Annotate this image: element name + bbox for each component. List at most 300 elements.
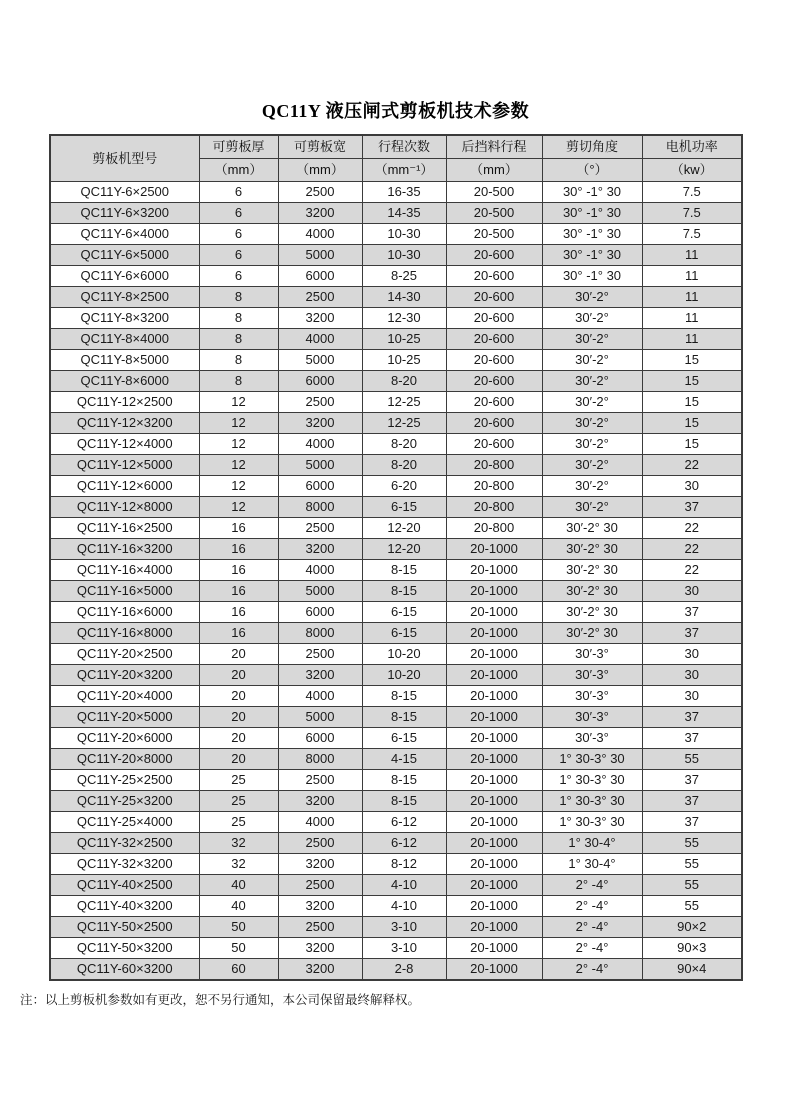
table-cell: 20-1000 [446,791,542,812]
table-cell: 6000 [278,728,362,749]
table-cell: 37 [642,791,742,812]
col-header-strokes: 行程次数 [362,135,446,159]
model-cell: QC11Y-25×2500 [50,770,199,791]
table-cell: 10-25 [362,329,446,350]
col-unit-thickness: （mm） [199,159,278,182]
table-cell: 6 [199,203,278,224]
table-cell: 6-12 [362,812,446,833]
table-cell: 2500 [278,770,362,791]
table-cell: 60 [199,959,278,981]
table-cell: 8 [199,287,278,308]
table-cell: 30 [642,581,742,602]
table-row [50,602,742,623]
table-cell: 15 [642,413,742,434]
table-cell: 12 [199,413,278,434]
table-cell: 20-600 [446,350,542,371]
table-cell: 6000 [278,602,362,623]
table-cell: 12 [199,434,278,455]
table-row [50,455,742,476]
table-cell: 20-800 [446,476,542,497]
table-cell: 15 [642,392,742,413]
table-cell: 30′-2° [542,308,642,329]
table-cell: 37 [642,497,742,518]
table-cell: 30′-2° 30 [542,623,642,644]
table-cell: 37 [642,770,742,791]
table-cell: 3200 [278,896,362,917]
table-row [50,581,742,602]
table-row [50,266,742,287]
table-cell: 30′-3° [542,644,642,665]
table-cell: 2500 [278,182,362,203]
table-cell: 30′-3° [542,707,642,728]
table-cell: 6-12 [362,833,446,854]
model-cell: QC11Y-6×3200 [50,203,199,224]
table-cell: 55 [642,875,742,896]
table-row [50,938,742,959]
table-cell: 2500 [278,833,362,854]
table-cell: 20-800 [446,518,542,539]
model-cell: QC11Y-12×2500 [50,392,199,413]
col-unit-strokes: （mm⁻¹） [362,159,446,182]
model-cell: QC11Y-16×4000 [50,560,199,581]
table-cell: 16 [199,560,278,581]
table-cell: 4000 [278,686,362,707]
table-cell: 12-30 [362,308,446,329]
table-cell: 20-600 [446,371,542,392]
table-row [50,896,742,917]
model-cell: QC11Y-25×4000 [50,812,199,833]
table-cell: 3200 [278,539,362,560]
model-cell: QC11Y-32×2500 [50,833,199,854]
table-cell: 37 [642,707,742,728]
table-row [50,812,742,833]
col-header-backgauge: 后挡料行程 [446,135,542,159]
table-cell: 90×4 [642,959,742,981]
table-cell: 8-12 [362,854,446,875]
table-cell: 4-10 [362,896,446,917]
table-cell: 1° 30-4° [542,854,642,875]
table-cell: 25 [199,812,278,833]
model-cell: QC11Y-20×3200 [50,665,199,686]
table-cell: 7.5 [642,182,742,203]
table-cell: 30′-3° [542,686,642,707]
table-cell: 2500 [278,392,362,413]
table-cell: 30′-2° [542,497,642,518]
table-cell: 55 [642,833,742,854]
table-cell: 2500 [278,875,362,896]
table-row [50,854,742,875]
table-cell: 12 [199,455,278,476]
table-row [50,728,742,749]
table-cell: 6-15 [362,497,446,518]
table-cell: 8-15 [362,770,446,791]
table-cell: 40 [199,875,278,896]
model-cell: QC11Y-40×2500 [50,875,199,896]
table-row [50,287,742,308]
table-cell: 1° 30-3° 30 [542,770,642,791]
table-cell: 2° -4° [542,959,642,981]
table-cell: 2° -4° [542,938,642,959]
table-cell: 8-15 [362,560,446,581]
table-cell: 25 [199,791,278,812]
table-row [50,749,742,770]
table-row [50,644,742,665]
table-cell: 6-15 [362,728,446,749]
table-cell: 30′-2° [542,476,642,497]
table-cell: 3200 [278,413,362,434]
table-cell: 3-10 [362,917,446,938]
table-cell: 8 [199,329,278,350]
table-cell: 2-8 [362,959,446,981]
model-cell: QC11Y-8×2500 [50,287,199,308]
model-cell: QC11Y-8×5000 [50,350,199,371]
model-cell: QC11Y-16×5000 [50,581,199,602]
table-cell: 1° 30-3° 30 [542,812,642,833]
table-cell: 3200 [278,959,362,981]
model-cell: QC11Y-6×6000 [50,266,199,287]
model-cell: QC11Y-20×2500 [50,644,199,665]
table-row [50,833,742,854]
table-cell: 25 [199,770,278,791]
table-cell: 12 [199,392,278,413]
table-cell: 37 [642,602,742,623]
table-cell: 2° -4° [542,917,642,938]
table-cell: 2500 [278,518,362,539]
table-cell: 6-15 [362,623,446,644]
model-cell: QC11Y-20×4000 [50,686,199,707]
table-cell: 20-1000 [446,749,542,770]
table-cell: 22 [642,539,742,560]
table-row [50,392,742,413]
table-row [50,623,742,644]
col-header-thickness: 可剪板厚 [199,135,278,159]
col-header-power: 电机功率 [642,135,742,159]
table-cell: 6-20 [362,476,446,497]
model-cell: QC11Y-16×2500 [50,518,199,539]
table-cell: 5000 [278,245,362,266]
table-cell: 8000 [278,497,362,518]
table-cell: 3200 [278,854,362,875]
table-cell: 4-15 [362,749,446,770]
table-cell: 6000 [278,476,362,497]
table-cell: 55 [642,896,742,917]
model-cell: QC11Y-6×2500 [50,182,199,203]
table-cell: 20-600 [446,287,542,308]
table-cell: 11 [642,287,742,308]
table-cell: 32 [199,833,278,854]
table-cell: 20-1000 [446,728,542,749]
table-cell: 20-800 [446,497,542,518]
table-cell: 12 [199,476,278,497]
table-cell: 20-1000 [446,581,542,602]
table-cell: 30′-2° [542,413,642,434]
table-cell: 11 [642,245,742,266]
table-row [50,539,742,560]
table-cell: 2° -4° [542,896,642,917]
table-cell: 22 [642,560,742,581]
col-header-model: 剪板机型号 [50,135,199,182]
table-cell: 30° -1° 30 [542,182,642,203]
table-cell: 20-1000 [446,644,542,665]
table-cell: 6 [199,245,278,266]
table-cell: 50 [199,917,278,938]
table-cell: 30′-3° [542,665,642,686]
table-cell: 10-25 [362,350,446,371]
model-cell: QC11Y-50×3200 [50,938,199,959]
table-cell: 8 [199,371,278,392]
model-cell: QC11Y-8×4000 [50,329,199,350]
table-cell: 20-1000 [446,875,542,896]
table-cell: 12-25 [362,392,446,413]
table-cell: 20-1000 [446,938,542,959]
table-cell: 55 [642,854,742,875]
table-row [50,224,742,245]
col-header-angle: 剪切角度 [542,135,642,159]
table-cell: 14-35 [362,203,446,224]
model-cell: QC11Y-20×8000 [50,749,199,770]
table-cell: 1° 30-3° 30 [542,749,642,770]
table-cell: 6 [199,266,278,287]
table-row [50,497,742,518]
table-cell: 7.5 [642,203,742,224]
table-cell: 8 [199,350,278,371]
spec-table [49,134,743,981]
table-cell: 20-1000 [446,602,542,623]
table-cell: 4000 [278,434,362,455]
table-cell: 15 [642,434,742,455]
table-cell: 30′-2° [542,434,642,455]
table-row [50,182,742,203]
table-cell: 4000 [278,224,362,245]
col-unit-backgauge: （mm） [446,159,542,182]
table-cell: 30° -1° 30 [542,245,642,266]
footnote: 注：以上剪板机参数如有更改，恕不另行通知，本公司保留最终解释权。 [20,993,421,1007]
table-row [50,434,742,455]
table-cell: 20-500 [446,203,542,224]
col-unit-width: （mm） [278,159,362,182]
table-cell: 20-1000 [446,812,542,833]
model-cell: QC11Y-6×5000 [50,245,199,266]
table-cell: 16 [199,581,278,602]
table-cell: 6 [199,224,278,245]
table-cell: 20 [199,728,278,749]
table-row [50,350,742,371]
table-row [50,245,742,266]
table-cell: 6000 [278,371,362,392]
table-cell: 22 [642,518,742,539]
model-cell: QC11Y-6×4000 [50,224,199,245]
table-cell: 12-25 [362,413,446,434]
table-cell: 30 [642,665,742,686]
table-cell: 3200 [278,203,362,224]
table-cell: 8000 [278,749,362,770]
table-row [50,959,742,981]
table-cell: 30′-2° [542,371,642,392]
model-cell: QC11Y-32×3200 [50,854,199,875]
table-row [50,203,742,224]
table-cell: 20-600 [446,434,542,455]
table-cell: 3200 [278,308,362,329]
table-row [50,770,742,791]
table-cell: 50 [199,938,278,959]
model-cell: QC11Y-12×6000 [50,476,199,497]
table-cell: 20 [199,686,278,707]
table-cell: 30′-2° 30 [542,602,642,623]
model-cell: QC11Y-12×5000 [50,455,199,476]
table-cell: 4000 [278,560,362,581]
table-cell: 30 [642,644,742,665]
table-cell: 20-1000 [446,686,542,707]
model-cell: QC11Y-20×6000 [50,728,199,749]
table-cell: 55 [642,749,742,770]
table-cell: 8-20 [362,434,446,455]
col-header-width: 可剪板宽 [278,135,362,159]
table-cell: 20-1000 [446,539,542,560]
table-cell: 8-15 [362,581,446,602]
model-cell: QC11Y-20×5000 [50,707,199,728]
table-cell: 3200 [278,938,362,959]
table-cell: 20 [199,665,278,686]
table-cell: 4000 [278,812,362,833]
table-cell: 16 [199,623,278,644]
table-cell: 20-600 [446,392,542,413]
table-row [50,518,742,539]
table-cell: 15 [642,371,742,392]
table-cell: 3200 [278,791,362,812]
table-cell: 20-1000 [446,623,542,644]
table-cell: 30′-2° [542,392,642,413]
table-cell: 37 [642,623,742,644]
table-cell: 11 [642,308,742,329]
table-cell: 32 [199,854,278,875]
table-cell: 5000 [278,455,362,476]
table-cell: 30′-3° [542,728,642,749]
table-row [50,686,742,707]
col-unit-power: （kw） [642,159,742,182]
table-cell: 5000 [278,707,362,728]
model-cell: QC11Y-40×3200 [50,896,199,917]
table-cell: 16 [199,602,278,623]
table-cell: 2500 [278,917,362,938]
table-cell: 12-20 [362,518,446,539]
table-cell: 8-20 [362,455,446,476]
table-cell: 8 [199,308,278,329]
table-cell: 8-15 [362,686,446,707]
model-cell: QC11Y-8×6000 [50,371,199,392]
table-cell: 10-20 [362,644,446,665]
table-cell: 7.5 [642,224,742,245]
table-cell: 8-25 [362,266,446,287]
table-cell: 20-500 [446,182,542,203]
model-cell: QC11Y-12×8000 [50,497,199,518]
table-cell: 30′-2° [542,455,642,476]
table-row [50,917,742,938]
model-cell: QC11Y-12×3200 [50,413,199,434]
table-row [50,707,742,728]
table-cell: 8000 [278,623,362,644]
table-cell: 20-1000 [446,917,542,938]
table-cell: 10-30 [362,245,446,266]
table-row [50,308,742,329]
table-header [50,135,742,182]
table-cell: 11 [642,329,742,350]
table-row [50,665,742,686]
model-cell: QC11Y-60×3200 [50,959,199,981]
table-cell: 5000 [278,350,362,371]
model-cell: QC11Y-16×8000 [50,623,199,644]
table-cell: 5000 [278,581,362,602]
table-cell: 20-600 [446,329,542,350]
table-cell: 20-800 [446,455,542,476]
model-cell: QC11Y-8×3200 [50,308,199,329]
table-cell: 30° -1° 30 [542,224,642,245]
model-cell: QC11Y-25×3200 [50,791,199,812]
table-cell: 20-600 [446,266,542,287]
table-cell: 3-10 [362,938,446,959]
table-cell: 20-1000 [446,833,542,854]
table-cell: 16-35 [362,182,446,203]
table-cell: 4-10 [362,875,446,896]
table-cell: 10-30 [362,224,446,245]
table-cell: 20-600 [446,245,542,266]
table-row [50,875,742,896]
table-cell: 8-15 [362,791,446,812]
table-cell: 90×2 [642,917,742,938]
table-cell: 20-500 [446,224,542,245]
table-cell: 20-600 [446,413,542,434]
table-row [50,329,742,350]
table-cell: 15 [642,350,742,371]
table-cell: 30′-2° 30 [542,560,642,581]
table-row [50,791,742,812]
table-cell: 90×3 [642,938,742,959]
table-cell: 12 [199,497,278,518]
table-cell: 20-1000 [446,854,542,875]
table-cell: 37 [642,812,742,833]
table-cell: 30′-2° [542,287,642,308]
table-cell: 40 [199,896,278,917]
table-cell: 12-20 [362,539,446,560]
table-cell: 20 [199,644,278,665]
table-cell: 20 [199,707,278,728]
table-cell: 1° 30-3° 30 [542,791,642,812]
table-cell: 37 [642,728,742,749]
table-cell: 1° 30-4° [542,833,642,854]
table-cell: 11 [642,266,742,287]
table-cell: 16 [199,539,278,560]
table-cell: 20-1000 [446,665,542,686]
table-body [50,182,742,981]
model-cell: QC11Y-16×3200 [50,539,199,560]
table-cell: 20-1000 [446,707,542,728]
table-cell: 6-15 [362,602,446,623]
table-row [50,413,742,434]
table-cell: 14-30 [362,287,446,308]
table-cell: 20-1000 [446,959,542,981]
table-cell: 30 [642,686,742,707]
model-cell: QC11Y-12×4000 [50,434,199,455]
table-cell: 30′-2° 30 [542,581,642,602]
table-cell: 30′-2° 30 [542,539,642,560]
table-cell: 30′-2° [542,329,642,350]
table-cell: 2500 [278,287,362,308]
table-row [50,371,742,392]
table-row [50,476,742,497]
model-cell: QC11Y-16×6000 [50,602,199,623]
table-cell: 30 [642,476,742,497]
table-cell: 22 [642,455,742,476]
table-cell: 30° -1° 30 [542,203,642,224]
